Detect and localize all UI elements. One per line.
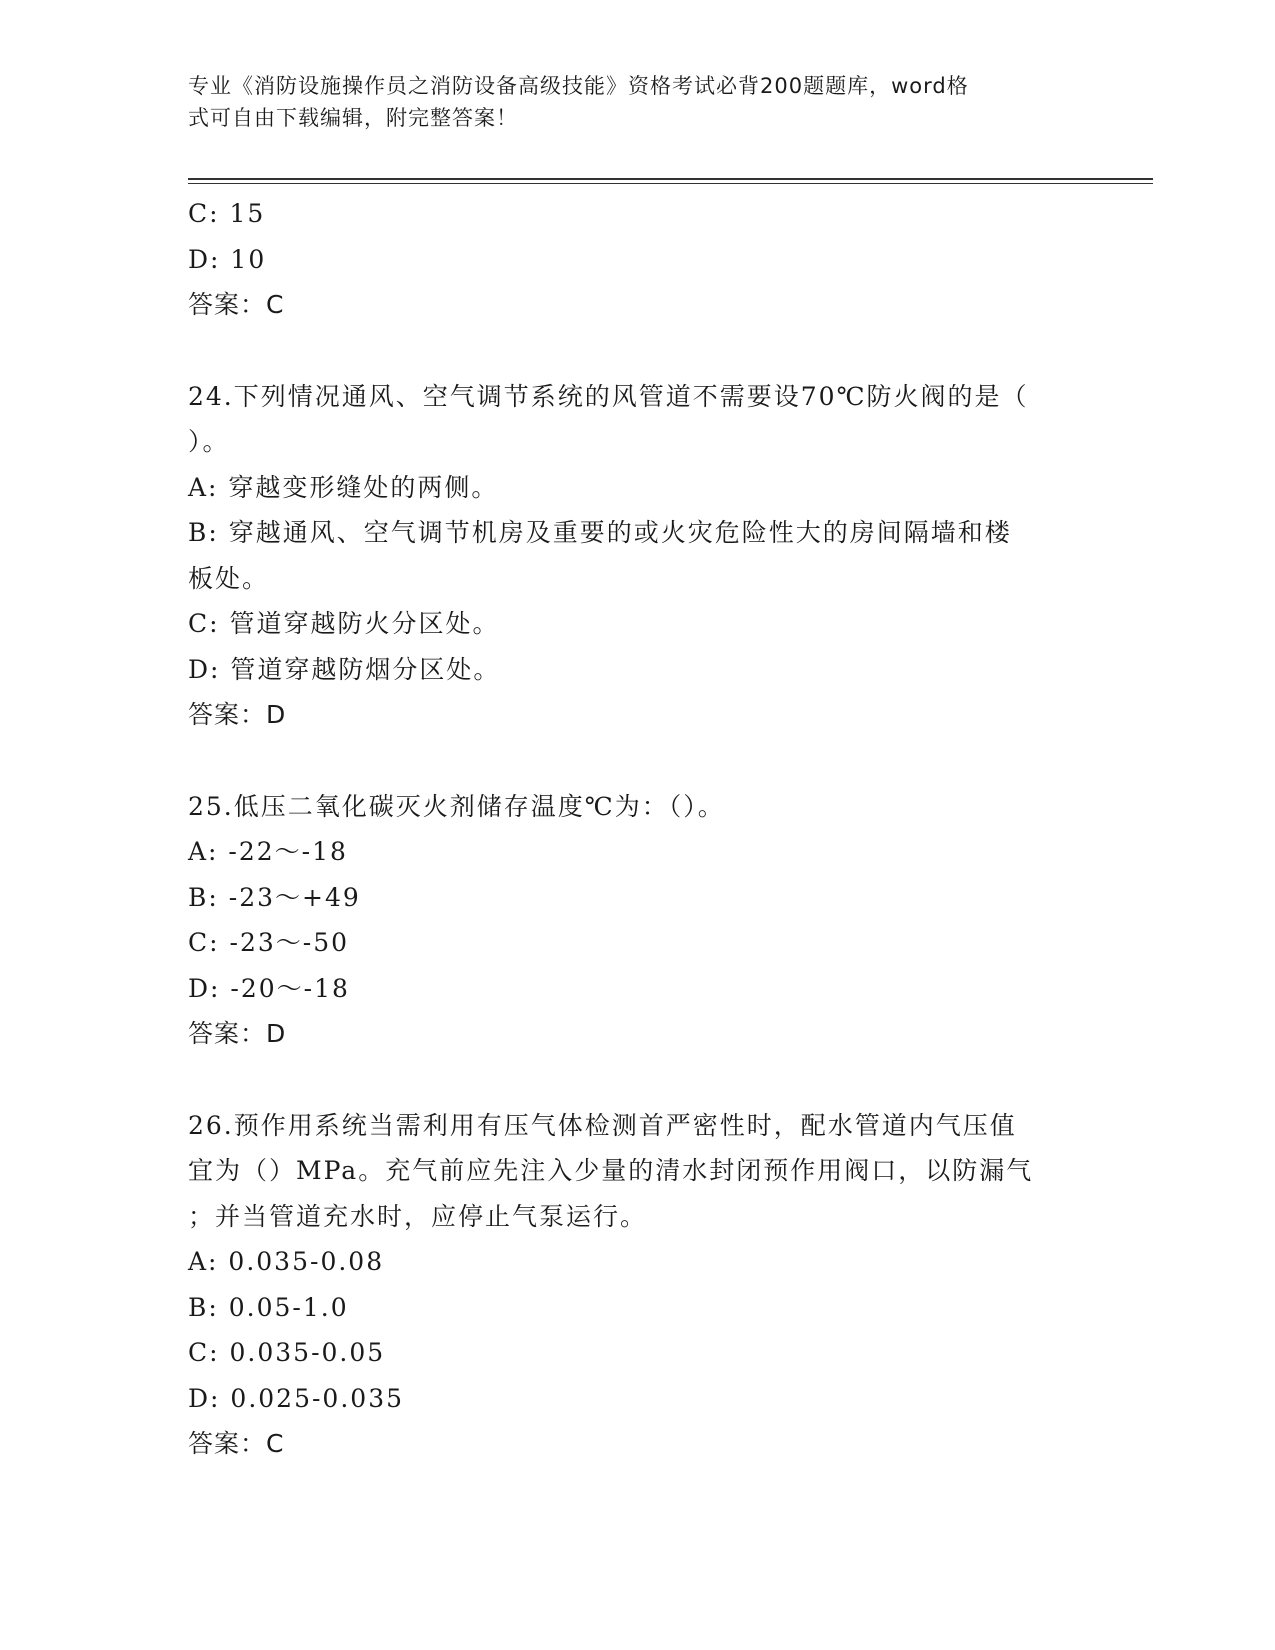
option-c: C: -23～-50 [188, 928, 350, 957]
option-b: B: 0.05-1.0 [188, 1292, 349, 1322]
option-c: C: 管道穿越防火分区处。 [188, 609, 500, 638]
answer-line: 答案：D [188, 1019, 287, 1048]
option-a: A: -22～-18 [188, 837, 348, 866]
option-a: A: 穿越变形缝处的两侧。 [188, 472, 499, 502]
question-stem-line: 宜为（）MPa。充气前应先注入少量的清水封闭预作用阀口，以防漏气 [188, 1156, 1034, 1185]
option-d: D: 10 [188, 244, 267, 274]
option-d: D: 管道穿越防烟分区处。 [188, 654, 501, 684]
option-b: B: 穿越通风、空气调节机房及重要的或火灾危险性大的房间隔墙和楼 [188, 518, 1012, 547]
option-b-continued: 板处。 [188, 563, 270, 593]
document-header [188, 70, 1068, 134]
question-stem-line: 26.预作用系统当需利用有压气体检测首严密性时，配水管道内气压值 [188, 1110, 1017, 1140]
prev-question-tail [188, 191, 1078, 328]
header-divider-thick [188, 178, 1153, 180]
answer-line: 答案：C [188, 1429, 285, 1458]
question-24 [188, 374, 1078, 738]
question-stem-line: 24.下列情况通风、空气调节系统的风管道不需要设70℃防火阀的是（ [188, 381, 1029, 411]
option-d: D: 0.025-0.035 [188, 1383, 405, 1413]
question-25 [188, 784, 1078, 1057]
option-c: C: 15 [188, 199, 266, 228]
question-26 [188, 1103, 1078, 1467]
option-b: B: -23～+49 [188, 882, 361, 912]
question-content [188, 191, 1078, 1467]
question-stem-line: ；并当管道充水时，应停止气泵运行。 [188, 1201, 648, 1231]
answer-line: 答案：C [188, 290, 285, 319]
question-stem-line: ）。 [188, 427, 230, 456]
answer-line: 答案：D [188, 700, 287, 729]
option-a: A: 0.035-0.08 [188, 1247, 385, 1276]
header-line-1: 专业《消防设施操作员之消防设备高级技能》资格考试必背200题题库，word格 [188, 74, 969, 98]
header-divider-thin [188, 183, 1153, 184]
header-line-2: 式可自由下载编辑，附完整答案！ [188, 106, 518, 130]
option-d: D: -20～-18 [188, 973, 350, 1003]
option-c: C: 0.035-0.05 [188, 1338, 386, 1367]
question-stem-line: 25.低压二氧化碳灭火剂储存温度℃为：（）。 [188, 791, 725, 821]
